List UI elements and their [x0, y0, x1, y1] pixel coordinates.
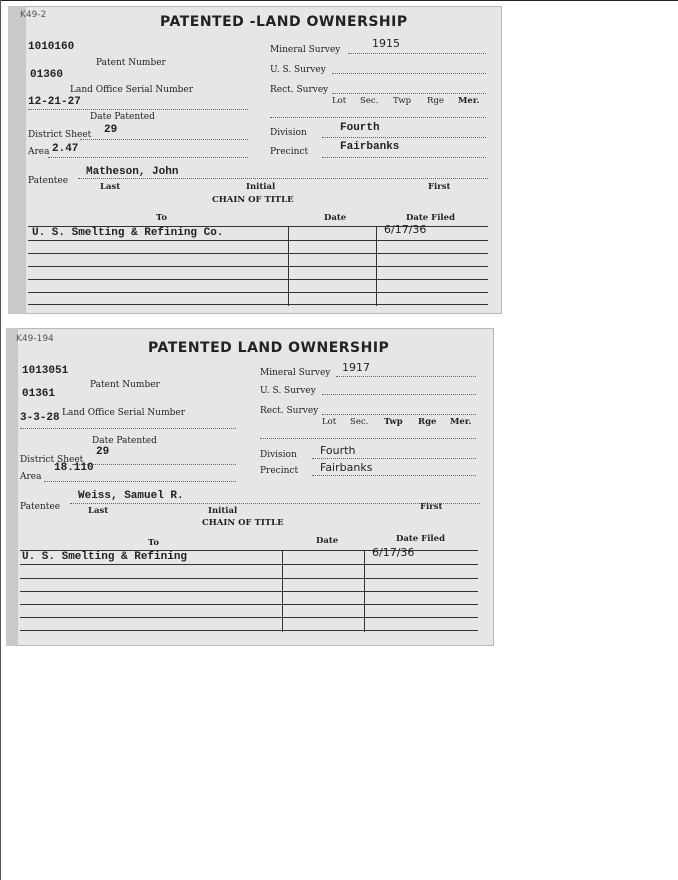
office-serial-value: 12-21-27	[28, 96, 81, 108]
division-label: Division	[270, 128, 307, 138]
us-survey-label: U. S. Survey	[270, 65, 326, 75]
precinct-value: Fairbanks	[320, 461, 373, 474]
twp-label: Twp	[393, 96, 412, 106]
date-patented-label: Date Patented	[90, 112, 155, 122]
chain-column-divider	[288, 226, 289, 306]
legal-description-line	[260, 438, 476, 439]
office-serial-value: 3-3-28	[20, 412, 60, 424]
mer-label: Mer.	[458, 96, 480, 106]
office-serial-line	[20, 428, 236, 429]
first-name-label: First	[428, 182, 451, 192]
division-line	[322, 137, 486, 138]
initial-label: Initial	[208, 506, 238, 516]
area-label: Area	[20, 472, 42, 482]
office-serial-line	[28, 109, 248, 110]
chain-rule	[28, 266, 488, 267]
initial-label: Initial	[246, 182, 276, 192]
mineral-survey-line	[336, 376, 476, 377]
card-corner-number: K49-194	[16, 334, 54, 344]
date-patented-label: Date Patented	[92, 436, 157, 446]
district-sheet-line	[80, 139, 248, 140]
record-number: 1013051	[22, 365, 69, 377]
division-value: Fourth	[320, 444, 356, 457]
rect-survey-label: Rect. Survey	[270, 85, 329, 95]
patent-number-value: 01361	[22, 388, 56, 400]
chain-rule	[28, 253, 488, 254]
division-line	[312, 458, 476, 459]
chain-date-header: Date	[316, 536, 339, 546]
mineral-survey-label: Mineral Survey	[260, 368, 331, 378]
land-ownership-card-2	[6, 328, 494, 646]
chain-rule	[28, 240, 488, 241]
rect-survey-line	[322, 414, 476, 415]
rge-label: Rge	[418, 417, 437, 427]
card-title: PATENTED LAND OWNERSHIP	[148, 340, 390, 356]
rect-survey-line	[332, 93, 486, 94]
division-value: Fourth	[340, 122, 380, 134]
card-edge-shade	[8, 6, 26, 314]
mineral-survey-label: Mineral Survey	[270, 45, 341, 55]
chain-of-title-heading: CHAIN OF TITLE	[202, 518, 284, 528]
card-title: PATENTED -LAND OWNERSHIP	[160, 14, 408, 30]
chain-date-filed-header: Date Filed	[406, 213, 456, 223]
patent-number-label: Patent Number	[90, 380, 160, 390]
land-ownership-card-1	[8, 6, 502, 314]
rge-label: Rge	[427, 96, 444, 106]
chain-rule	[20, 617, 478, 618]
patentee-line	[78, 178, 488, 179]
legal-description-line	[270, 117, 486, 118]
mineral-survey-value: 1917	[342, 361, 370, 374]
chain-date-header: Date	[324, 213, 347, 223]
page-border-top	[0, 0, 678, 1]
chain-entry-date-filed: 6/17/36	[384, 223, 427, 236]
mineral-survey-value: 1915	[372, 37, 400, 50]
patentee-value: Weiss, Samuel R.	[78, 490, 184, 502]
chain-to-header: To	[148, 538, 160, 548]
chain-column-divider	[282, 550, 283, 632]
lot-label: Lot	[332, 96, 347, 106]
district-sheet-label: District Sheet	[28, 130, 92, 140]
page-border-left	[0, 0, 1, 880]
chain-rule	[28, 292, 488, 293]
precinct-value: Fairbanks	[340, 141, 400, 153]
district-sheet-value: 29	[104, 124, 118, 136]
chain-rule	[20, 630, 478, 631]
area-line	[48, 157, 248, 158]
area-value: 2.47	[52, 143, 79, 155]
patent-number-value: 01360	[30, 69, 64, 81]
division-label: Division	[260, 450, 297, 460]
chain-column-divider	[376, 226, 377, 306]
district-sheet-line	[72, 464, 236, 465]
precinct-label: Precinct	[270, 147, 309, 157]
chain-rule	[28, 304, 488, 305]
precinct-line	[322, 157, 486, 158]
chain-entry-to: U. S. Smelting & Refining Co.	[32, 227, 224, 239]
chain-rule	[20, 604, 478, 605]
chain-rule	[20, 578, 478, 579]
area-label: Area	[28, 147, 50, 157]
last-name-label: Last	[100, 182, 121, 192]
patentee-value: Matheson, John	[86, 166, 179, 178]
chain-entry-to: U. S. Smelting & Refining	[22, 551, 188, 563]
card-corner-number: K49-2	[20, 10, 47, 20]
lot-label: Lot	[322, 417, 337, 427]
chain-column-divider	[364, 550, 365, 632]
chain-of-title-heading: CHAIN OF TITLE	[212, 195, 294, 205]
patentee-line	[70, 503, 480, 504]
patentee-label: Patentee	[20, 502, 61, 512]
chain-entry-date-filed: 6/17/36	[372, 546, 415, 559]
twp-label: Twp	[384, 417, 403, 427]
record-number: 1010160	[28, 41, 75, 53]
last-name-label: Last	[88, 506, 109, 516]
chain-rule	[20, 591, 478, 592]
first-name-label: First	[420, 502, 443, 512]
district-sheet-value: 29	[96, 446, 110, 458]
sec-label: Sec.	[360, 96, 379, 106]
mineral-survey-line	[348, 53, 486, 54]
chain-rule	[28, 279, 488, 280]
us-survey-line	[322, 394, 476, 395]
sec-label: Sec.	[350, 417, 369, 427]
patent-number-label: Patent Number	[96, 58, 166, 68]
us-survey-line	[332, 73, 486, 74]
rect-survey-label: Rect. Survey	[260, 406, 319, 416]
precinct-label: Precinct	[260, 466, 299, 476]
patentee-label: Patentee	[28, 176, 69, 186]
chain-date-filed-header: Date Filed	[396, 534, 446, 544]
area-value: 18.110	[54, 462, 94, 474]
mer-label: Mer.	[450, 417, 472, 427]
office-serial-label: Land Office Serial Number	[62, 408, 186, 418]
chain-rule	[20, 564, 478, 565]
precinct-line	[312, 475, 476, 476]
office-serial-label: Land Office Serial Number	[70, 85, 194, 95]
us-survey-label: U. S. Survey	[260, 386, 316, 396]
card-edge-shade	[6, 328, 18, 646]
chain-to-header: To	[156, 213, 168, 223]
area-line	[44, 481, 236, 482]
district-sheet-label: District Sheet	[20, 455, 84, 465]
